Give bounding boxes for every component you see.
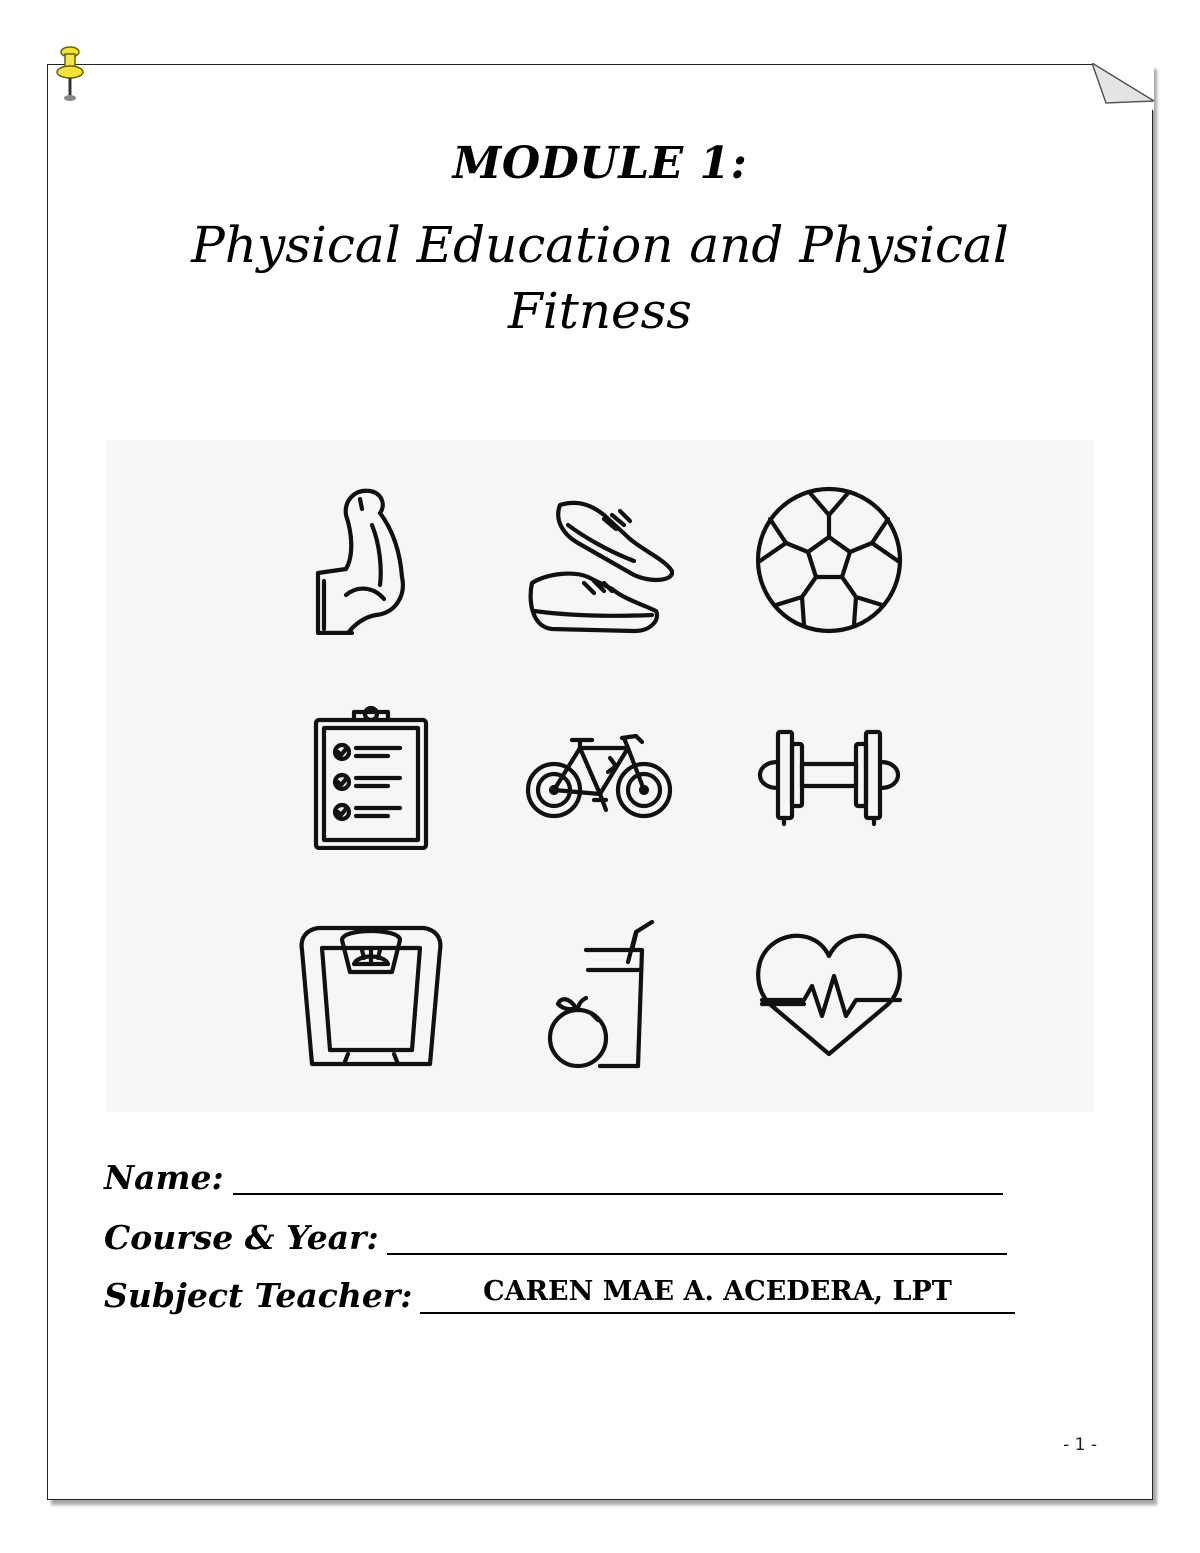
dumbbell-icon bbox=[754, 700, 904, 850]
bicycle-icon bbox=[524, 700, 674, 850]
subject-teacher-line bbox=[420, 1312, 1015, 1314]
subject-teacher-value: CAREN MAE A. ACEDERA, LPT bbox=[483, 1276, 952, 1307]
subject-teacher-label: Subject Teacher: bbox=[104, 1276, 413, 1315]
weighing-scale-icon bbox=[296, 920, 446, 1070]
module-label: MODULE 1: bbox=[452, 138, 748, 189]
flexed-arm-icon bbox=[296, 485, 446, 635]
running-shoes-icon bbox=[524, 485, 674, 635]
pushpin-icon bbox=[52, 44, 88, 102]
name-label: Name: bbox=[104, 1158, 224, 1197]
heartbeat-icon bbox=[754, 920, 904, 1070]
icon-panel bbox=[106, 440, 1094, 1112]
course-year-label: Course & Year: bbox=[104, 1218, 379, 1257]
folded-corner-icon bbox=[1092, 63, 1154, 111]
name-input-line[interactable] bbox=[233, 1193, 1003, 1195]
module-title: Physical Education and Physical Fitness bbox=[191, 216, 1009, 340]
page-number: - 1 - bbox=[1063, 1435, 1097, 1455]
course-year-input-line[interactable] bbox=[387, 1253, 1007, 1255]
checklist-clipboard-icon bbox=[296, 700, 446, 850]
apple-juice-icon bbox=[524, 920, 674, 1070]
soccer-ball-icon bbox=[754, 485, 904, 635]
